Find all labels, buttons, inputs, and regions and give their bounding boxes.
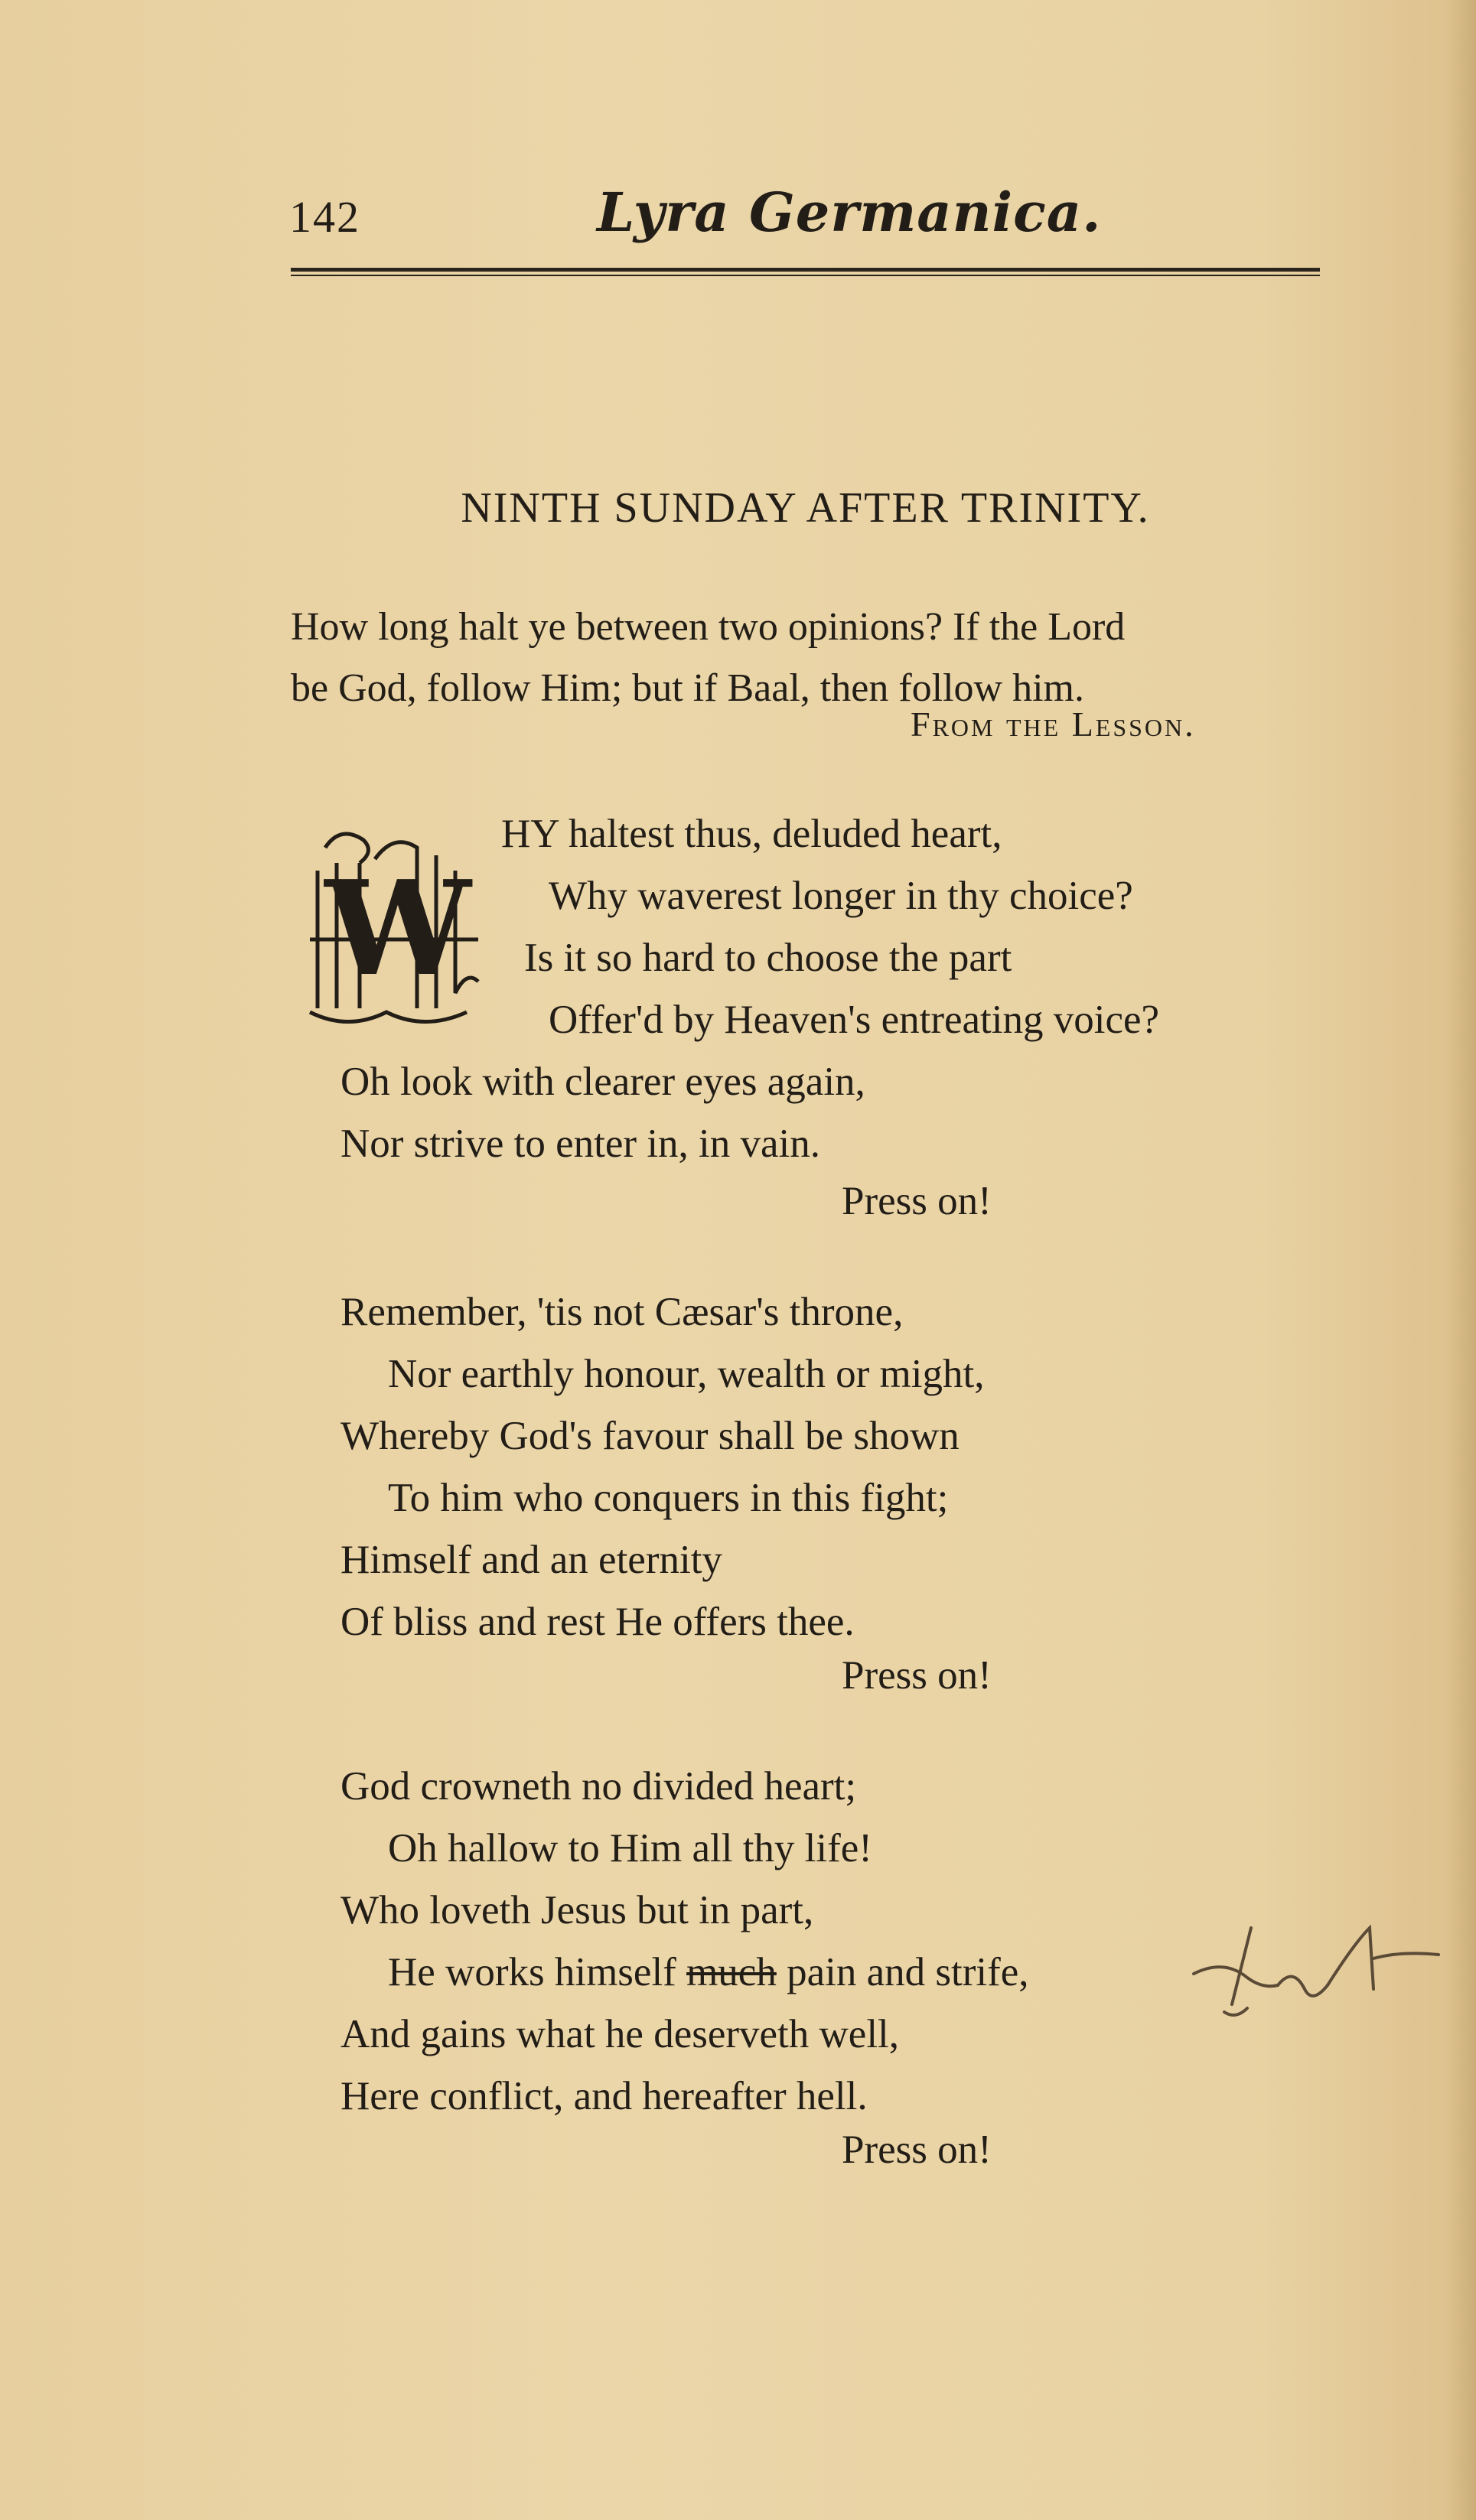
line-text: pain and strife, (787, 1950, 1029, 1994)
stanza-line: Nor earthly honour, wealth or might, (388, 1352, 985, 1396)
epigraph (291, 597, 1320, 719)
hymn-heading: NINTH SUNDAY AFTER TRINITY. (461, 484, 1150, 532)
epigraph-line: be God, follow Him; but if Baal, then follow him. (291, 666, 1084, 710)
stanza-1-opening (501, 803, 1159, 1051)
running-title: Lyra Germanica. (597, 181, 1102, 244)
page-number: 142 (289, 192, 360, 242)
stanza-line: Nor strive to enter in, in vain. (340, 1122, 821, 1166)
stanza-line: God crowneth no divided heart; (340, 1764, 857, 1809)
stanza-line: HY haltest thus, deluded heart, (501, 812, 1002, 856)
header-rule (291, 268, 1320, 276)
stanza-line: Whereby God's favour shall be shown (340, 1414, 960, 1458)
stanza-3 (340, 1756, 1029, 2128)
ornamental-dropcap-w (302, 817, 494, 1039)
refrain: Press on! (842, 1179, 992, 1223)
stanza-line: Who loveth Jesus but in part, (340, 1888, 814, 1932)
stanza-line: Here conflict, and hereafter hell. (340, 2074, 868, 2118)
stanza-1 (340, 1051, 865, 1175)
stanza-line: Oh look with clearer eyes again, (340, 1060, 865, 1104)
epigraph-attribution: From the Lesson. (911, 705, 1196, 744)
dropcap-letter: W (324, 852, 471, 1005)
struck-word: much (686, 1950, 777, 1994)
stanza-line: Oh hallow to Him all thy life! (388, 1826, 872, 1870)
stanza-line: And gains what he deserveth well, (340, 2012, 900, 2056)
stanza-line: To him who conquers in this fight; (388, 1476, 949, 1520)
handwritten-annotation (1178, 1913, 1454, 2035)
refrain: Press on! (842, 2128, 992, 2172)
stanza-line: Of bliss and rest He offers thee. (340, 1600, 855, 1644)
refrain: Press on! (842, 1653, 992, 1698)
stanza-line: Remember, 'tis not Cæsar's throne, (340, 1290, 904, 1334)
page-edge-shadow (1445, 0, 1476, 2520)
stanza-line: Why waverest longer in thy choice? (549, 874, 1133, 918)
page-header (0, 0, 1476, 291)
stanza-line: Offer'd by Heaven's entreating voice? (549, 998, 1160, 1042)
epigraph-line: How long halt ye between two opinions? If the Lord (291, 605, 1126, 649)
line-text: He works himself (388, 1950, 676, 1994)
stanza-line: Is it so hard to choose the part (524, 936, 1012, 980)
stanza-line: Himself and an eternity (340, 1538, 722, 1582)
stanza-2 (340, 1281, 984, 1653)
stanza-line (340, 1942, 1029, 2004)
